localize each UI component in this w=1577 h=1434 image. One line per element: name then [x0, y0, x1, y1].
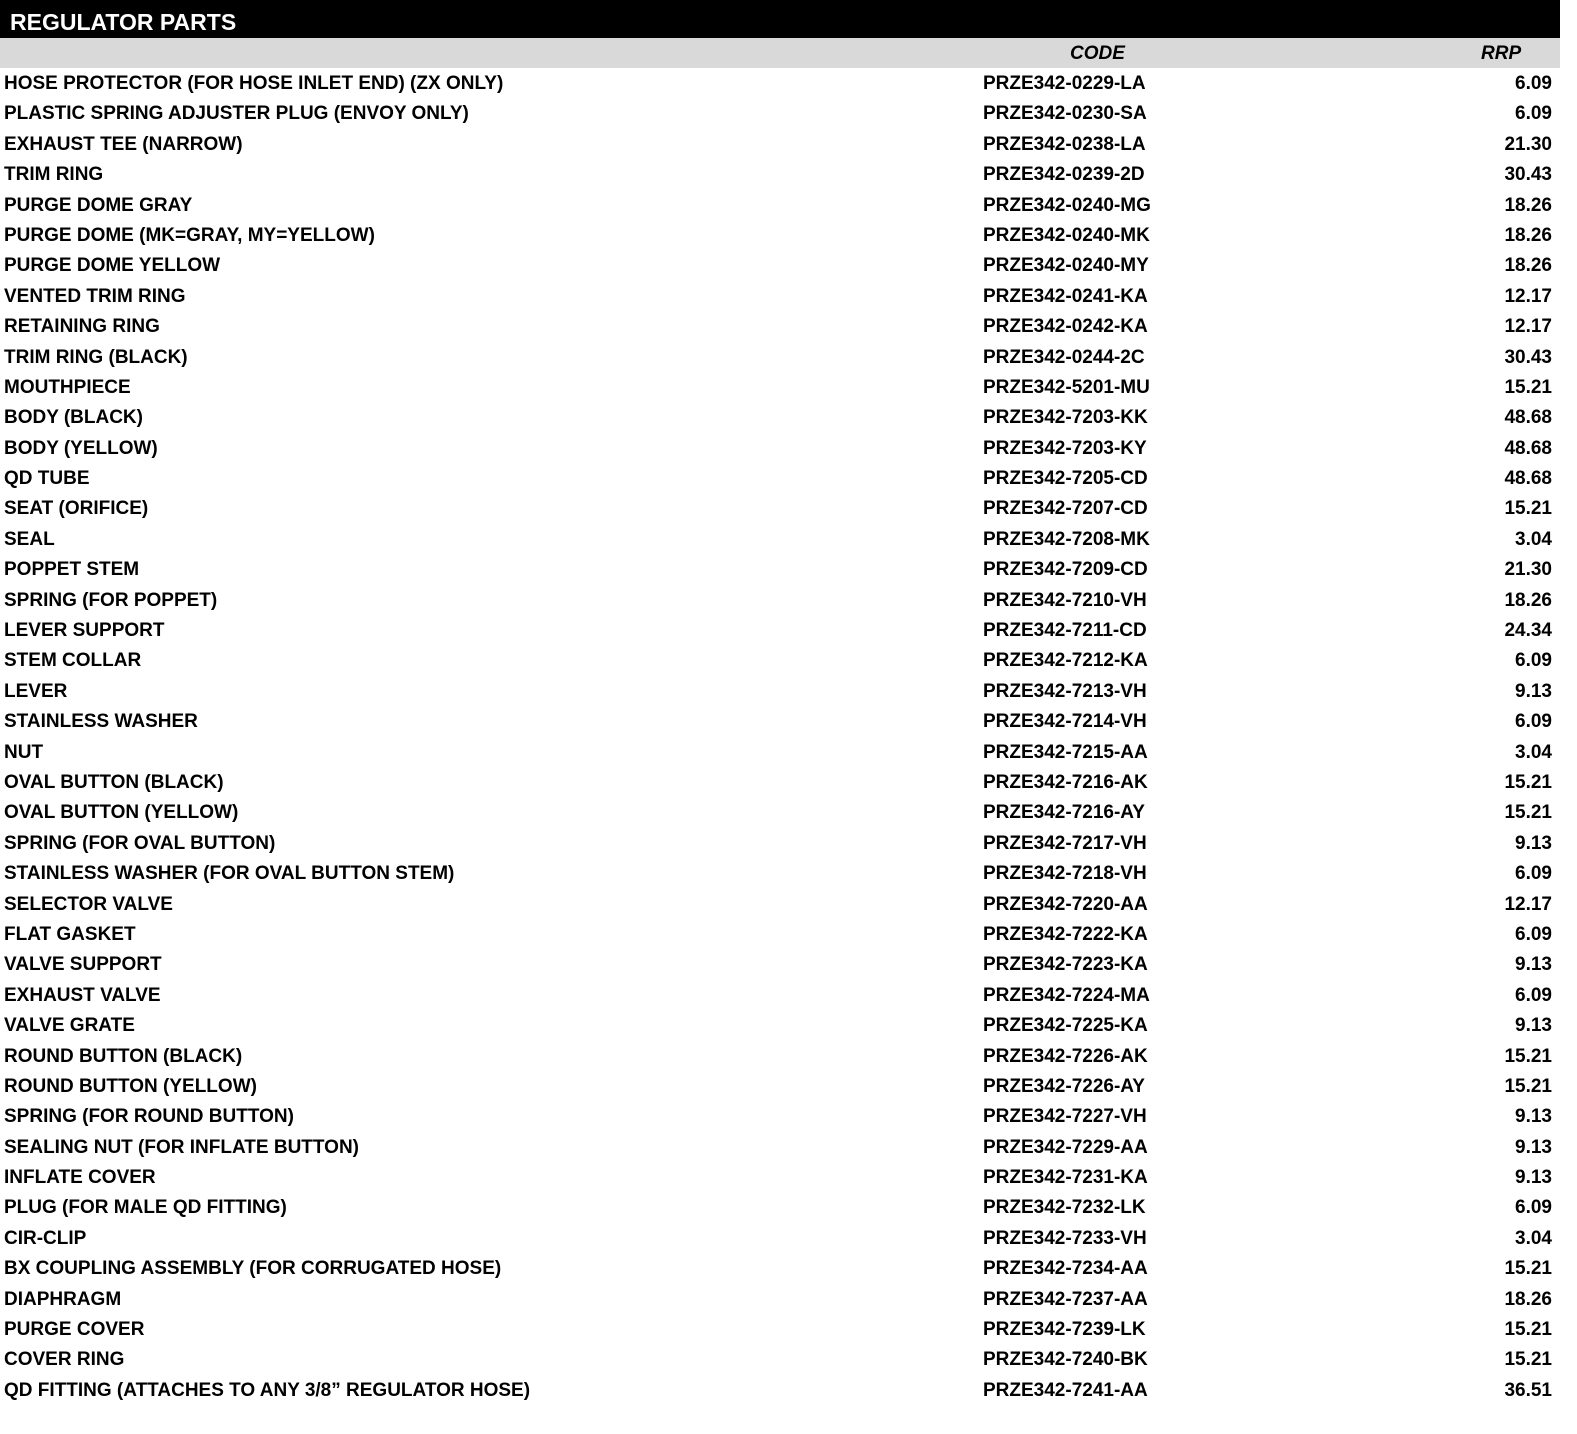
- part-rrp: 3.04: [1515, 1227, 1552, 1249]
- table-row: [0, 220, 1560, 250]
- column-header-code: CODE: [1070, 43, 1125, 64]
- part-description: PURGE DOME (MK=GRAY, MY=YELLOW): [4, 224, 375, 246]
- part-code: PRZE342-0240-MY: [983, 255, 1149, 277]
- table-row: [0, 311, 1560, 341]
- part-code: PRZE342-7218-VH: [983, 863, 1147, 885]
- part-rrp: 9.13: [1515, 832, 1552, 854]
- part-description: QD FITTING (ATTACHES TO ANY 3/8” REGULATOR HOSE): [4, 1379, 531, 1401]
- part-code: PRZE342-0240-MG: [983, 194, 1151, 216]
- part-code: PRZE342-7226-AK: [983, 1045, 1148, 1067]
- part-rrp: 9.13: [1515, 1167, 1552, 1189]
- part-code: PRZE342-7229-AA: [983, 1136, 1148, 1158]
- table-row: [0, 797, 1560, 827]
- part-description: VALVE SUPPORT: [4, 954, 162, 976]
- part-code: PRZE342-7220-AA: [983, 893, 1148, 915]
- part-rrp: 18.26: [1504, 1288, 1552, 1310]
- part-rrp: 15.21: [1504, 1349, 1552, 1371]
- table-row: [0, 1253, 1560, 1283]
- part-description: RETAINING RING: [4, 316, 160, 338]
- part-description: EXHAUST TEE (NARROW): [4, 133, 243, 155]
- part-description: PURGE DOME YELLOW: [4, 255, 221, 277]
- part-code: PRZE342-7226-AY: [983, 1075, 1145, 1097]
- part-code: PRZE342-7239-LK: [983, 1319, 1146, 1341]
- table-row: [0, 1071, 1560, 1101]
- part-code: PRZE342-7216-AK: [983, 771, 1148, 793]
- part-rrp: 15.21: [1504, 802, 1552, 824]
- table-row: [0, 493, 1560, 523]
- part-description: MOUTHPIECE: [4, 376, 131, 398]
- part-code: PRZE342-7234-AA: [983, 1258, 1148, 1280]
- table-row: [0, 828, 1560, 858]
- part-description: VALVE GRATE: [4, 1015, 135, 1037]
- part-rrp: 18.26: [1504, 255, 1552, 277]
- part-description: SEALING NUT (FOR INFLATE BUTTON): [4, 1136, 359, 1158]
- part-code: PRZE342-7232-LK: [983, 1197, 1146, 1219]
- part-description: STEM COLLAR: [4, 650, 142, 672]
- table-row: [0, 281, 1560, 311]
- part-description: FLAT GASKET: [4, 923, 136, 945]
- part-rrp: 12.17: [1504, 285, 1552, 307]
- part-rrp: 9.13: [1515, 1136, 1552, 1158]
- part-code: PRZE342-7223-KA: [983, 954, 1148, 976]
- part-rrp: 6.09: [1515, 73, 1552, 94]
- part-rrp: 15.21: [1504, 1258, 1552, 1280]
- part-rrp: 18.26: [1504, 224, 1552, 246]
- part-rrp: 30.43: [1504, 164, 1552, 186]
- part-rrp: 12.17: [1504, 893, 1552, 915]
- part-description: VENTED TRIM RING: [4, 285, 186, 307]
- part-code: PRZE342-7215-AA: [983, 741, 1148, 763]
- table-row: [0, 949, 1560, 979]
- table-row: [0, 676, 1560, 706]
- column-header-rrp: RRP: [1481, 43, 1522, 64]
- part-code: PRZE342-7224-MA: [983, 984, 1150, 1006]
- table-row: [0, 980, 1560, 1010]
- part-description: INFLATE COVER: [4, 1167, 156, 1189]
- part-rrp: 9.13: [1515, 1015, 1552, 1037]
- part-code: PRZE342-0230-SA: [983, 103, 1147, 125]
- part-description: PLASTIC SPRING ADJUSTER PLUG (ENVOY ONLY): [4, 103, 469, 125]
- table-row: [0, 1041, 1560, 1071]
- part-code: PRZE342-0240-MK: [983, 224, 1150, 246]
- part-rrp: 15.21: [1504, 498, 1552, 520]
- table-row: [0, 737, 1560, 767]
- part-code: PRZE342-0241-KA: [983, 285, 1148, 307]
- part-code: PRZE342-7210-VH: [983, 589, 1147, 611]
- table-row: [0, 98, 1560, 128]
- part-rrp: 6.09: [1515, 1197, 1552, 1219]
- part-code: PRZE342-7233-VH: [983, 1227, 1147, 1249]
- part-description: TRIM RING: [4, 164, 104, 186]
- part-code: PRZE342-7214-VH: [983, 711, 1147, 733]
- table-row: [0, 372, 1560, 402]
- part-rrp: 15.21: [1504, 1075, 1552, 1097]
- part-rrp: 48.68: [1504, 407, 1552, 429]
- part-description: SPRING (FOR OVAL BUTTON): [4, 832, 276, 854]
- part-rrp: 21.30: [1504, 559, 1552, 581]
- part-code: PRZE342-7231-KA: [983, 1167, 1148, 1189]
- table-row: [0, 159, 1560, 189]
- part-description: PLUG (FOR MALE QD FITTING): [4, 1197, 287, 1219]
- part-description: ROUND BUTTON (YELLOW): [4, 1075, 257, 1097]
- table-row: [0, 190, 1560, 220]
- part-rrp: 6.09: [1515, 984, 1552, 1006]
- part-code: PRZE342-7209-CD: [983, 559, 1148, 581]
- part-code: PRZE342-7205-CD: [983, 468, 1148, 490]
- part-description: LEVER SUPPORT: [4, 620, 165, 642]
- table-row: [0, 1132, 1560, 1162]
- column-header-row: [0, 38, 1560, 68]
- table-row: [0, 433, 1560, 463]
- part-description: PURGE DOME GRAY: [4, 194, 193, 216]
- table-row: [0, 554, 1560, 584]
- part-code: PRZE342-7211-CD: [983, 620, 1147, 642]
- part-code: PRZE342-7237-AA: [983, 1288, 1148, 1310]
- part-code: PRZE342-7203-KY: [983, 437, 1147, 459]
- table-row: [0, 1010, 1560, 1040]
- table-row: [0, 1344, 1560, 1374]
- part-description: SEAT (ORIFICE): [4, 498, 149, 520]
- part-description: STAINLESS WASHER: [4, 711, 198, 733]
- part-description: POPPET STEM: [4, 559, 140, 581]
- part-rrp: 9.13: [1515, 1106, 1552, 1128]
- part-code: PRZE342-0229-LA: [983, 73, 1146, 94]
- table-row: [0, 68, 1560, 98]
- part-code: PRZE342-7203-KK: [983, 407, 1148, 429]
- part-rrp: 48.68: [1504, 437, 1552, 459]
- table-row: [0, 767, 1560, 797]
- part-rrp: 48.68: [1504, 468, 1552, 490]
- part-rrp: 3.04: [1515, 528, 1552, 550]
- table-row: [0, 524, 1560, 554]
- part-code: PRZE342-0244-2C: [983, 346, 1145, 368]
- table-row: [0, 1192, 1560, 1222]
- part-description: STAINLESS WASHER (FOR OVAL BUTTON STEM): [4, 863, 455, 885]
- part-rrp: 24.34: [1504, 620, 1552, 642]
- part-description: NUT: [4, 741, 44, 763]
- table-row: [0, 402, 1560, 432]
- part-rrp: 15.21: [1504, 376, 1552, 398]
- part-code: PRZE342-7207-CD: [983, 498, 1148, 520]
- part-description: OVAL BUTTON (YELLOW): [4, 802, 239, 824]
- part-code: PRZE342-7208-MK: [983, 528, 1150, 550]
- part-description: BX COUPLING ASSEMBLY (FOR CORRUGATED HOSE): [4, 1258, 502, 1280]
- part-description: SEAL: [4, 528, 55, 550]
- part-rrp: 3.04: [1515, 741, 1552, 763]
- table-row: [0, 889, 1560, 919]
- part-code: PRZE342-7225-KA: [983, 1015, 1148, 1037]
- sheet-title: REGULATOR PARTS: [0, 0, 1560, 38]
- part-description: SELECTOR VALVE: [4, 893, 173, 915]
- part-code: PRZE342-7240-BK: [983, 1349, 1148, 1371]
- part-code: PRZE342-7216-AY: [983, 802, 1145, 824]
- part-rrp: 6.09: [1515, 863, 1552, 885]
- part-rrp: 9.13: [1515, 680, 1552, 702]
- table-row: [0, 1375, 1560, 1405]
- part-code: PRZE342-5201-MU: [983, 376, 1150, 398]
- table-row: [0, 858, 1560, 888]
- table-row: [0, 645, 1560, 675]
- part-description: DIAPHRAGM: [4, 1288, 122, 1310]
- table-row: [0, 1314, 1560, 1344]
- part-description: OVAL BUTTON (BLACK): [4, 771, 224, 793]
- table-row: [0, 463, 1560, 493]
- table-row: [0, 919, 1560, 949]
- part-code: PRZE342-7217-VH: [983, 832, 1147, 854]
- part-rrp: 6.09: [1515, 711, 1552, 733]
- table-row: [0, 615, 1560, 645]
- table-row: [0, 1284, 1560, 1314]
- part-description: HOSE PROTECTOR (FOR HOSE INLET END) (ZX ONLY): [4, 73, 504, 94]
- part-description: SPRING (FOR POPPET): [4, 589, 218, 611]
- part-rrp: 15.21: [1504, 1319, 1552, 1341]
- part-description: SPRING (FOR ROUND BUTTON): [4, 1106, 294, 1128]
- part-rrp: 30.43: [1504, 346, 1552, 368]
- part-code: PRZE342-0242-KA: [983, 316, 1148, 338]
- part-rrp: 12.17: [1504, 316, 1552, 338]
- part-description: CIR-CLIP: [4, 1227, 87, 1249]
- part-rrp: 6.09: [1515, 103, 1552, 125]
- table-row: [0, 250, 1560, 280]
- part-code: PRZE342-7222-KA: [983, 923, 1148, 945]
- parts-table-body: [0, 68, 1560, 1405]
- part-description: BODY (BLACK): [4, 407, 143, 429]
- part-description: PURGE COVER: [4, 1319, 145, 1341]
- part-rrp: 6.09: [1515, 650, 1552, 672]
- part-code: PRZE342-7227-VH: [983, 1106, 1147, 1128]
- part-description: BODY (YELLOW): [4, 437, 158, 459]
- table-row: [0, 706, 1560, 736]
- part-rrp: 36.51: [1504, 1379, 1552, 1401]
- part-description: ROUND BUTTON (BLACK): [4, 1045, 243, 1067]
- part-description: LEVER: [4, 680, 68, 702]
- part-code: PRZE342-7213-VH: [983, 680, 1147, 702]
- part-rrp: 18.26: [1504, 194, 1552, 216]
- part-rrp: 6.09: [1515, 923, 1552, 945]
- part-rrp: 15.21: [1504, 1045, 1552, 1067]
- part-code: PRZE342-7241-AA: [983, 1379, 1148, 1401]
- table-row: [0, 585, 1560, 615]
- part-code: PRZE342-0238-LA: [983, 133, 1146, 155]
- part-description: TRIM RING (BLACK): [4, 346, 188, 368]
- part-rrp: 18.26: [1504, 589, 1552, 611]
- table-row: [0, 1101, 1560, 1131]
- part-description: QD TUBE: [4, 468, 90, 490]
- part-rrp: 9.13: [1515, 954, 1552, 976]
- part-code: PRZE342-7212-KA: [983, 650, 1148, 672]
- part-description: COVER RING: [4, 1349, 125, 1371]
- table-row: [0, 342, 1560, 372]
- table-row: [0, 1223, 1560, 1253]
- part-description: EXHAUST VALVE: [4, 984, 161, 1006]
- part-rrp: 15.21: [1504, 771, 1552, 793]
- part-rrp: 21.30: [1504, 133, 1552, 155]
- part-code: PRZE342-0239-2D: [983, 164, 1145, 186]
- table-row: [0, 129, 1560, 159]
- table-row: [0, 1162, 1560, 1192]
